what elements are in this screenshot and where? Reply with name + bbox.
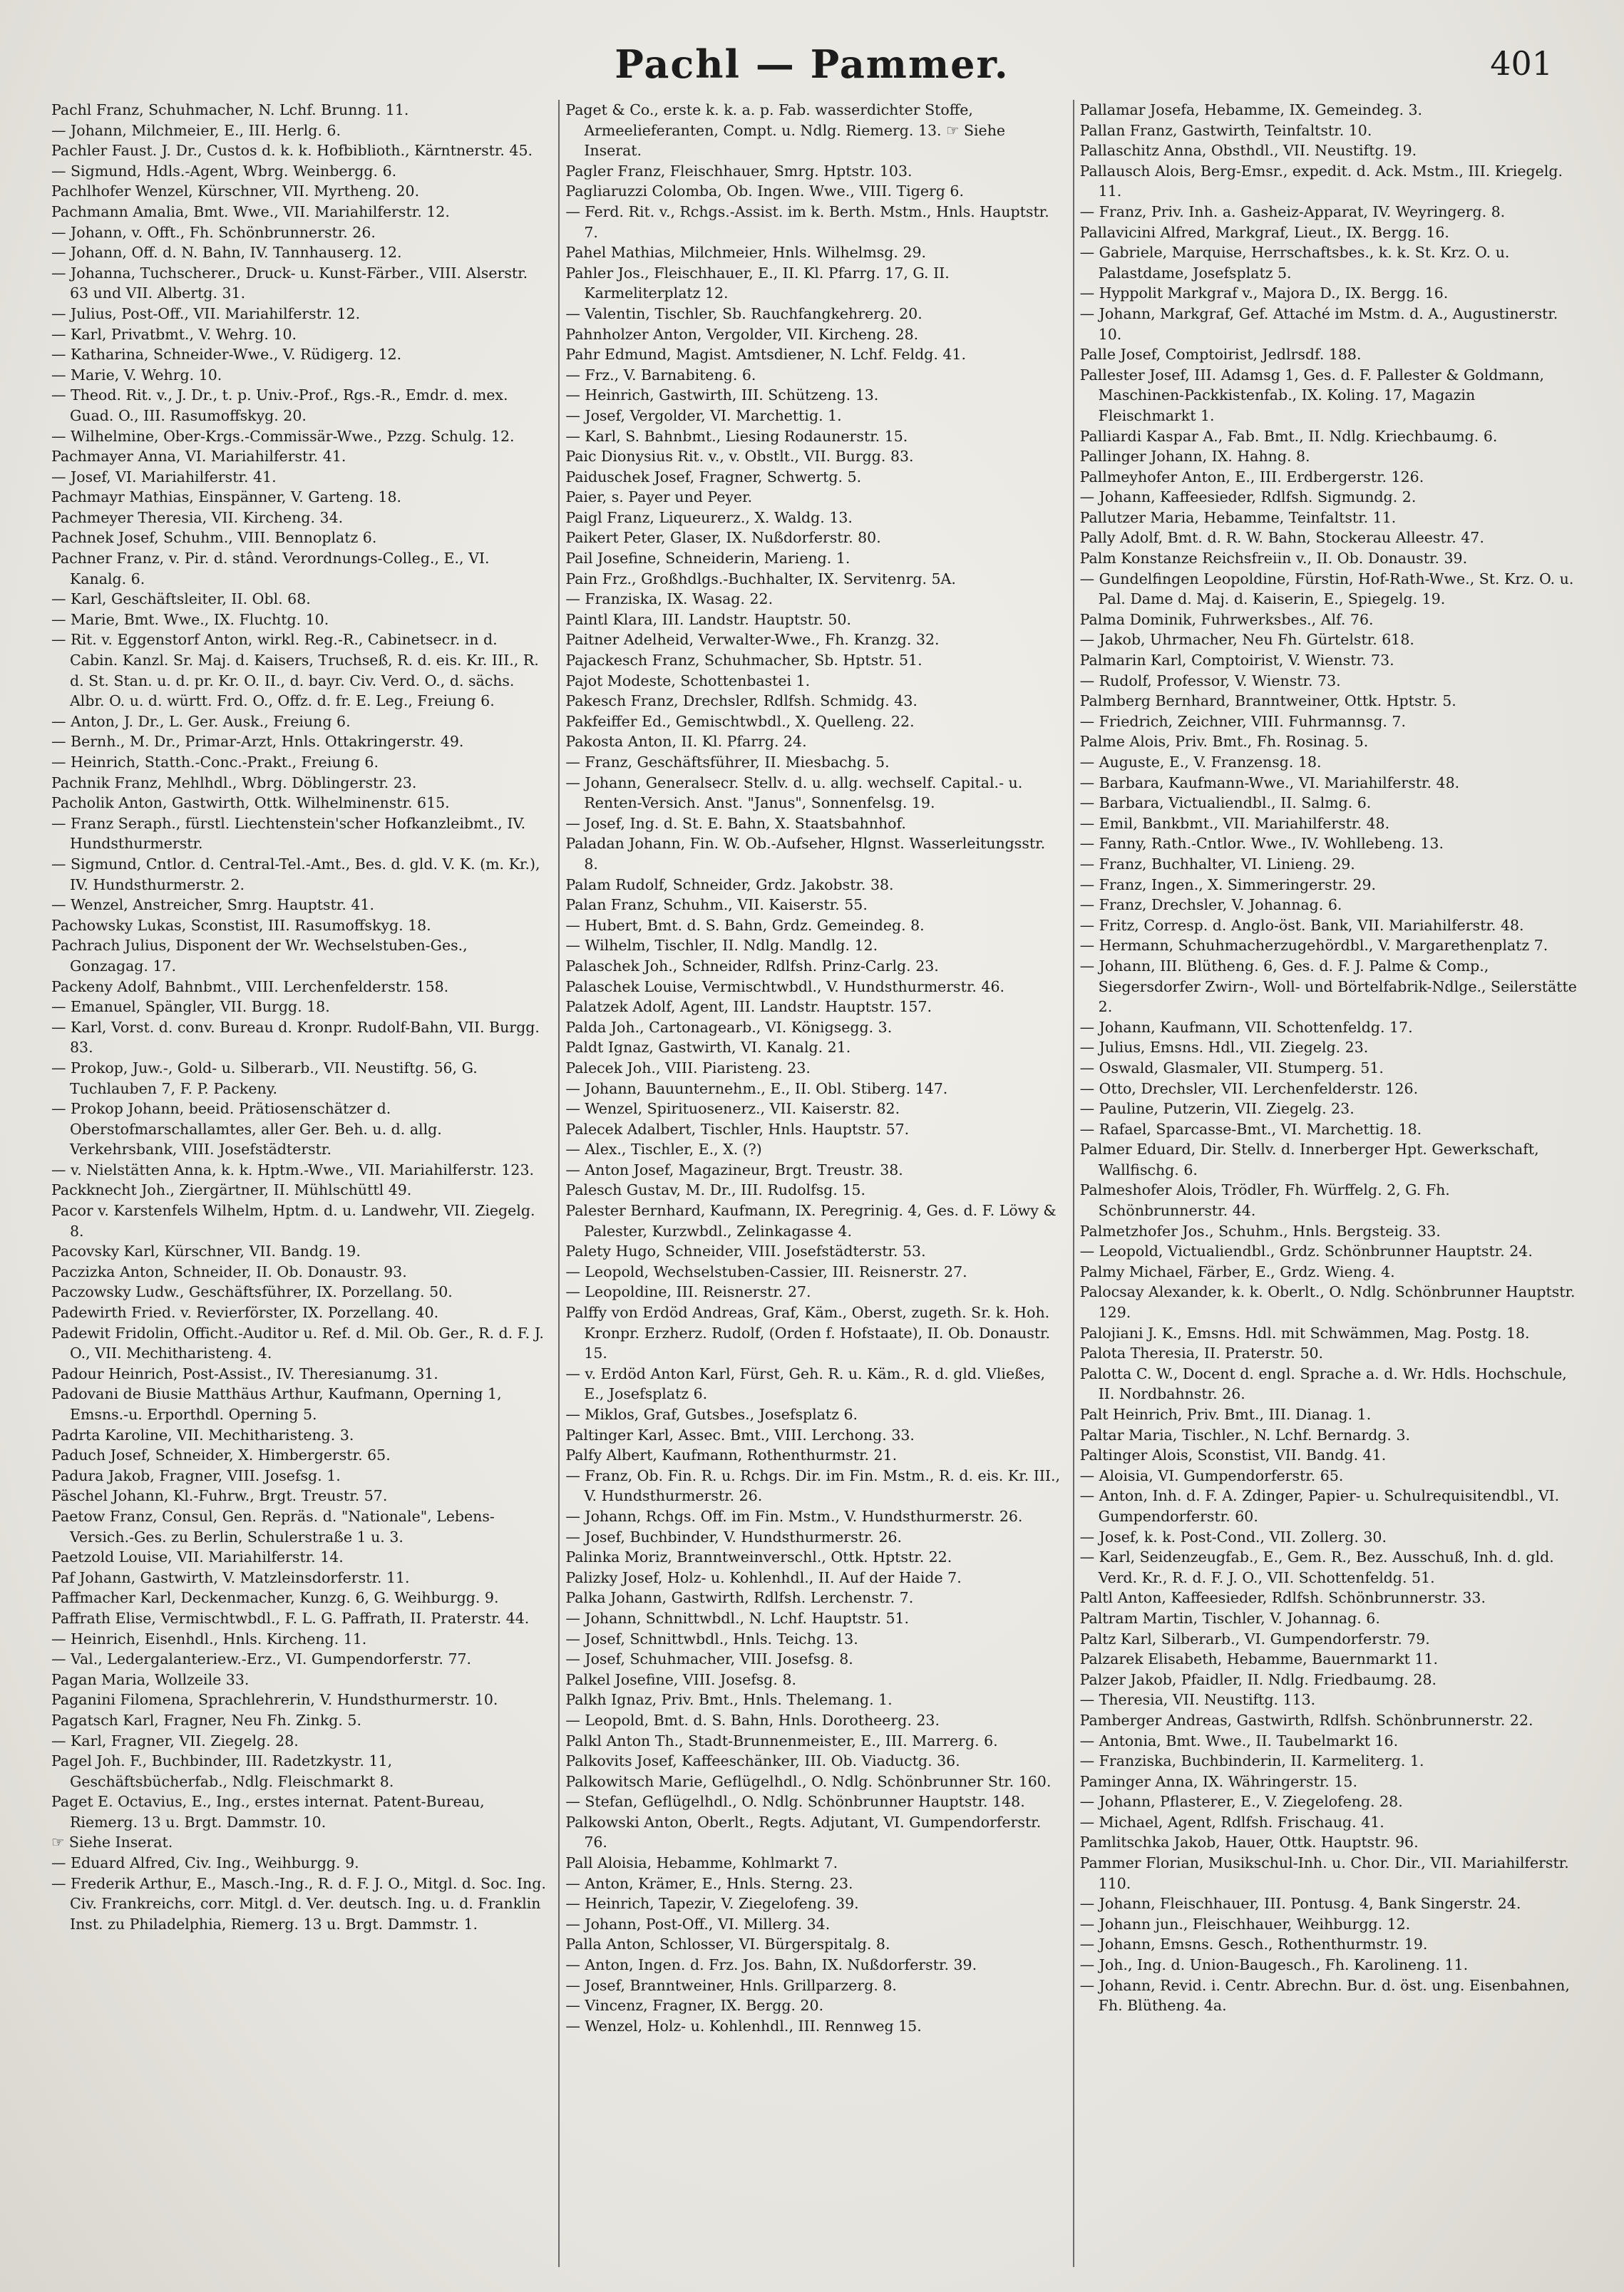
directory-entry: Paf Johann, Gastwirth, V. Matzleinsdorferstr. 11. — [51, 1568, 410, 1586]
directory-entry: — Johann, Off. d. N. Bahn, IV. Tannhauserg. 12. — [51, 244, 402, 262]
directory-entry: — Johann, Post-Off., VI. Millerg. 34. — [565, 1915, 831, 1933]
directory-entry: Palfy Albert, Kaufmann, Rothenthurmstr. 21. — [565, 1446, 898, 1464]
directory-entry: — Anton Josef, Magazineur, Brgt. Treustr. 38. — [565, 1161, 903, 1178]
directory-entry: Palkl Anton Th., Stadt-Brunnenmeister, E., III. Marrerg. 6. — [565, 1732, 998, 1749]
directory-entry: Palester Bernhard, Kaufmann, IX. Peregrinig. 4, Ges. d. F. Löwy & Palester, Kurzwbdl., Zelinkagasse 4. — [565, 1202, 1057, 1240]
directory-entry: Palkh Ignaz, Priv. Bmt., Hnls. Thelemang. 1. — [565, 1691, 893, 1709]
directory-entry: Palkowitsch Marie, Geflügelhdl., O. Ndlg. Schönbrunner Str. 160. — [565, 1772, 1052, 1790]
directory-entry: — Johann, Markgraf, Gef. Attaché im Mstm. d. A., Augustinerstr. 10. — [1079, 304, 1558, 343]
directory-entry: Palaschek Louise, Vermischtwbdl., V. Hundsthurmerstr. 46. — [565, 977, 1004, 995]
directory-entry: Paic Dionysius Rit. v., v. Obstlt., VII. Burgg. 83. — [565, 448, 914, 466]
directory-entry: — Julius, Post-Off., VII. Mariahilferstr. 12. — [51, 304, 361, 322]
directory-entry: Pammer Florian, Musikschul-Inh. u. Chor. Dir., VII. Mariahilferstr. 110. — [1079, 1854, 1569, 1892]
directory-entry: — Eduard Alfred, Civ. Ing., Weihburgg. 9. — [51, 1854, 359, 1872]
column-3 — [1073, 100, 1577, 2267]
column-2 — [558, 100, 1062, 2267]
directory-entry: — Emil, Bankbmt., VII. Mariahilferstr. 48. — [1079, 814, 1390, 832]
directory-entry: Palma Dominik, Fuhrwerksbes., Alf. 76. — [1079, 610, 1374, 628]
directory-entry: — Jakob, Uhrmacher, Neu Fh. Gürtelstr. 618. — [1079, 631, 1414, 649]
directory-entry: — Katharina, Schneider-Wwe., V. Rüdigerg. 12. — [51, 346, 402, 364]
page-header — [50, 41, 1574, 98]
directory-entry: Pachowsky Lukas, Sconstist, III. Rasumoffskyg. 18. — [51, 916, 431, 934]
directory-entry: Pachmeyer Theresia, VII. Kircheng. 34. — [51, 508, 344, 526]
directory-entry: Palle Josef, Comptoirist, Jedlrsdf. 188. — [1079, 346, 1362, 364]
directory-entry: Pachl Franz, Schuhmacher, N. Lchf. Brunng. 11. — [51, 101, 409, 118]
directory-entry: — Aloisia, VI. Gumpendorferstr. 65. — [1079, 1466, 1344, 1484]
directory-entry: — Johann, Fleischhauer, III. Pontusg. 4, Bank Singerstr. 24. — [1079, 1895, 1521, 1913]
directory-entry: — Wenzel, Holz- u. Kohlenhdl., III. Rennweg 15. — [565, 2017, 922, 2035]
directory-entry: Palota Theresia, II. Praterstr. 50. — [1079, 1345, 1324, 1362]
page-title: Pachl — Pammer. — [615, 41, 1009, 87]
directory-entry: Päschel Johann, Kl.-Fuhrw., Brgt. Treustr. 57. — [51, 1487, 388, 1505]
directory-entry: Palmy Michael, Färber, E., Grdz. Wieng. 4. — [1079, 1263, 1395, 1280]
directory-entry: Pakesch Franz, Drechsler, Rdlfsh. Schmidg. 43. — [565, 692, 918, 710]
directory-entry: — Rafael, Sparcasse-Bmt., VI. Marchettig. 18. — [1079, 1120, 1422, 1138]
directory-entry: — Wenzel, Anstreicher, Smrg. Hauptstr. 41. — [51, 896, 374, 914]
directory-entry: — Leopoldine, III. Reisnerstr. 27. — [565, 1283, 811, 1301]
directory-entry: — Johann, Emsns. Gesch., Rothenthurmstr. 19. — [1079, 1936, 1428, 1953]
directory-entry: — Johann, v. Offt., Fh. Schönbrunnerstr. 26. — [51, 223, 376, 241]
directory-entry: Pallamar Josefa, Hebamme, IX. Gemeindeg. 3. — [1079, 101, 1423, 118]
directory-entry: — Marie, Bmt. Wwe., IX. Fluchtg. 10. — [51, 610, 329, 628]
directory-entry: Palocsay Alexander, k. k. Oberlt., O. Ndlg. Schönbrunner Hauptstr. 129. — [1079, 1283, 1576, 1322]
directory-entry: — Heinrich, Statth.-Conc.-Prakt., Freiung 6. — [51, 754, 379, 771]
directory-entry: Pahler Jos., Fleischhauer, E., II. Kl. Pfarrg. 17, G. II. Karmeliterplatz 12. — [565, 264, 950, 302]
directory-entry: Palkel Josefine, VIII. Josefsg. 8. — [565, 1670, 797, 1688]
directory-entry: — Josef, k. k. Post-Cond., VII. Zollerg. 30. — [1079, 1528, 1387, 1546]
directory-entry: — Bernh., M. Dr., Primar-Arzt, Hnls. Ottakringerstr. 49. — [51, 733, 464, 751]
directory-entry: — Wilhelmine, Ober-Krgs.-Commissär-Wwe., Pzzg. Schulg. 12. — [51, 427, 515, 445]
directory-entry: — Wilhelm, Tischler, II. Ndlg. Mandlg. 12. — [565, 937, 878, 955]
directory-entry: Pakosta Anton, II. Kl. Pfarrg. 24. — [565, 733, 807, 751]
directory-entry: Paitner Adelheid, Verwalter-Wwe., Fh. Kranzg. 32. — [565, 631, 940, 649]
directory-entry: — Johann, Kaffeesieder, Rdlfsh. Sigmundg. 2. — [1079, 488, 1417, 506]
directory-entry: Paganini Filomena, Sprachlehrerin, V. Hundsthurmerstr. 10. — [51, 1691, 498, 1709]
directory-entry: Palesch Gustav, M. Dr., III. Rudolfsg. 15. — [565, 1181, 865, 1199]
directory-entry: — Rit. v. Eggenstorf Anton, wirkl. Reg.-R., Cabinetsecr. in d. Cabin. Kanzl. Sr. Maj. d. Kaisers, Truchseß, R. d. eis. Kr. III., R. d. St. Stan. u. d. pr. Kr. O. II., d. bayr. Civ. Verd. O., d. sächs. Albr. O. u. d. württ. Frd. O., Offz. d. fr. E. Leg., Freiung 6. — [51, 631, 539, 710]
directory-entry: — Hermann, Schuhmacherzugehördbl., V. Margarethenplatz 7. — [1079, 937, 1548, 955]
directory-entry: — Leopold, Victualiendbl., Grdz. Schönbrunner Hauptstr. 24. — [1079, 1243, 1533, 1260]
directory-entry: Padewirth Fried. v. Revierförster, IX. Porzellang. 40. — [51, 1304, 439, 1322]
directory-entry: — Johann, III. Blütheng. 6, Ges. d. F. J. Palme & Comp., Siegersdorfer Zwirn-, Woll- und Börtelfabrik-Ndlge., Seilerstätte 2. — [1079, 957, 1577, 1016]
directory-entry: — Franz Seraph., fürstl. Liechtenstein'scher Hofkanzleibmt., IV. Hundsthurmerstr. — [51, 814, 526, 853]
directory-entry: Pallinger Johann, IX. Hahng. 8. — [1079, 448, 1310, 466]
directory-entry: Pagatsch Karl, Fragner, Neu Fh. Zinkg. 5. — [51, 1711, 361, 1729]
directory-entry: Pachmann Amalia, Bmt. Wwe., VII. Mariahilferstr. 12. — [51, 202, 450, 220]
directory-entry: Palmeshofer Alois, Trödler, Fh. Würffelg. 2, G. Fh. Schönbrunnerstr. 44. — [1079, 1181, 1450, 1220]
directory-entry: — Johann, Pflasterer, E., V. Ziegelofeng. 28. — [1079, 1793, 1403, 1811]
directory-entry: Pacor v. Karstenfels Wilhelm, Hptm. d. u. Landwehr, VII. Ziegelg. 8. — [51, 1202, 535, 1240]
directory-entry: Pachner Franz, v. Pir. d. stând. Verordnungs-Colleg., E., VI. Kanalg. 6. — [51, 550, 490, 587]
directory-entry: ☞ Siehe Inserat. — [51, 1834, 173, 1851]
directory-entry: Palecek Joh., VIII. Piaristeng. 23. — [565, 1059, 811, 1076]
directory-entry: Palt Heinrich, Priv. Bmt., III. Dianag. 1. — [1079, 1406, 1372, 1423]
directory-entry: Pail Josefine, Schneiderin, Marieng. 1. — [565, 550, 850, 567]
directory-entry: — Josef, Ing. d. St. E. Bahn, X. Staatsbahnhof. — [565, 814, 906, 832]
directory-entry: Palety Hugo, Schneider, VIII. Josefstädterstr. 53. — [565, 1243, 926, 1260]
directory-entry: Palffy von Erdöd Andreas, Graf, Käm., Oberst, zugeth. Sr. k. Hoh. Kronpr. Erzherz. Rudolf, (Orden f. Hofstaate), II. Ob. Donaustr. 15. — [565, 1304, 1051, 1362]
directory-entry: Paminger Anna, IX. Währingerstr. 15. — [1079, 1772, 1357, 1790]
directory-entry: Paltram Martin, Tischler, V. Johannag. 6. — [1079, 1609, 1380, 1627]
directory-entry: — Franz, Drechsler, V. Johannag. 6. — [1079, 896, 1342, 914]
directory-entry: Pahr Edmund, Magist. Amtsdiener, N. Lchf. Feldg. 41. — [565, 346, 966, 364]
directory-entry: Palda Joh., Cartonagearb., VI. Königsegg. 3. — [565, 1018, 893, 1036]
directory-entry: — Barbara, Kaufmann-Wwe., VI. Mariahilferstr. 48. — [1079, 774, 1460, 791]
directory-entry: — Johann, Milchmeier, E., III. Herlg. 6. — [51, 121, 341, 139]
directory-entry: — Sigmund, Cntlor. d. Central-Tel.-Amt., Bes. d. gld. V. K. (m. Kr.), IV. Hundsthurmerstr. 2. — [51, 855, 540, 893]
directory-entry: — Heinrich, Gastwirth, III. Schützeng. 13. — [565, 386, 879, 404]
directory-entry: — Franz, Priv. Inh. a. Gasheiz-Apparat, IV. Weyringerg. 8. — [1079, 202, 1506, 220]
directory-entry: — Ferd. Rit. v., Rchgs.-Assist. im k. Berth. Mstm., Hnls. Hauptstr. 7. — [565, 202, 1049, 241]
directory-entry: — Alex., Tischler, E., X. (?) — [565, 1141, 762, 1158]
directory-entry: Padovani de Biusie Matthäus Arthur, Kaufmann, Operning 1, Emsns.-u. Erporthdl. Operning 5. — [51, 1385, 502, 1423]
directory-entry: — Fanny, Rath.-Cntlor. Wwe., IV. Wohllebeng. 13. — [1079, 835, 1444, 853]
directory-entry: — Frz., V. Barnabiteng. 6. — [565, 366, 756, 384]
directory-entry: — Gabriele, Marquise, Herrschaftsbes., k. k. St. Krz. O. u. Palastdame, Josefsplatz 5. — [1079, 244, 1510, 282]
directory-entry: — Josef, Branntweiner, Hnls. Grillparzerg. 8. — [565, 1976, 897, 1994]
directory-entry: — Oswald, Glasmaler, VII. Stumperg. 51. — [1079, 1059, 1384, 1076]
directory-entry: Pamberger Andreas, Gastwirth, Rdlfsh. Schönbrunnerstr. 22. — [1079, 1711, 1533, 1729]
directory-entry: Pachnek Josef, Schuhm., VIII. Bennoplatz 6. — [51, 529, 377, 547]
directory-entry: Padura Jakob, Fragner, VIII. Josefsg. 1. — [51, 1466, 341, 1484]
directory-entry: Paintl Klara, III. Landstr. Hauptstr. 50. — [565, 610, 852, 628]
directory-entry: Pain Frz., Großhdlgs.-Buchhalter, IX. Servitenrg. 5A. — [565, 570, 956, 587]
directory-entry: — Rudolf, Professor, V. Wienstr. 73. — [1079, 672, 1341, 689]
directory-entry: Paczowsky Ludw., Geschäftsführer, IX. Porzellang. 50. — [51, 1283, 453, 1301]
directory-entry: Palmarin Karl, Comptoirist, V. Wienstr. 73. — [1079, 652, 1394, 669]
directory-entry: Palaschek Joh., Schneider, Rdlfsh. Prinz-Carlg. 23. — [565, 957, 939, 975]
directory-entry: — Marie, V. Wehrg. 10. — [51, 366, 222, 384]
directory-entry: Palatzek Adolf, Agent, III. Landstr. Hauptstr. 157. — [565, 998, 932, 1016]
directory-entry: — Stefan, Geflügelhdl., O. Ndlg. Schönbrunner Hauptstr. 148. — [565, 1793, 1025, 1811]
directory-entry: Packeny Adolf, Bahnbmt., VIII. Lerchenfelderstr. 158. — [51, 977, 449, 995]
directory-entry: — Johann, Schnittwbdl., N. Lchf. Hauptstr. 51. — [565, 1609, 910, 1627]
directory-entry: — Josef, Buchbinder, V. Hundsthurmerstr. 26. — [565, 1528, 903, 1546]
directory-entry: — Friedrich, Zeichner, VIII. Fuhrmannsg. 7. — [1079, 712, 1406, 730]
directory-entry: Pall Aloisia, Hebamme, Kohlmarkt 7. — [565, 1854, 838, 1872]
directory-entry: Pally Adolf, Bmt. d. R. W. Bahn, Stockerau Alleestr. 47. — [1079, 529, 1484, 547]
directory-entry: — Heinrich, Eisenhdl., Hnls. Kircheng. 11. — [51, 1630, 367, 1648]
directory-entry: — v. Erdöd Anton Karl, Fürst, Geh. R. u. Käm., R. d. gld. Vließes, E., Josefsplatz 6. — [565, 1365, 1045, 1403]
directory-entry: Palmer Eduard, Dir. Stellv. d. Innerberger Hpt. Gewerkschaft, Wallfischg. 6. — [1079, 1141, 1539, 1178]
directory-entry: — Karl, Geschäftsleiter, II. Obl. 68. — [51, 590, 311, 608]
directory-entry: Pallmeyhofer Anton, E., III. Erdbergerstr. 126. — [1079, 468, 1424, 485]
directory-entry: — Franz, Buchhalter, VI. Linieng. 29. — [1079, 855, 1355, 873]
directory-entry: Palkowski Anton, Oberlt., Regts. Adjutant, VI. Gumpendorferstr. 76. — [565, 1813, 1042, 1851]
directory-entry: — Vincenz, Fragner, IX. Bergg. 20. — [565, 1997, 824, 2015]
directory-entry: — Johanna, Tuchscherer., Druck- u. Kunst-Färber., VIII. Alserstr. 63 und VII. Albertg. 31. — [51, 264, 528, 302]
directory-entry: Palmberg Bernhard, Branntweiner, Ottk. Hptstr. 5. — [1079, 692, 1456, 710]
directory-entry: Palka Johann, Gastwirth, Rdlfsh. Lerchenstr. 7. — [565, 1589, 914, 1607]
directory-entry: Paltl Anton, Kaffeesieder, Rdlfsh. Schönbrunnerstr. 33. — [1079, 1589, 1486, 1607]
directory-entry: — Miklos, Graf, Gutsbes., Josefsplatz 6. — [565, 1406, 858, 1423]
directory-entry: Paikert Peter, Glaser, IX. Nußdorferstr. 80. — [565, 529, 881, 547]
directory-entry: Pagler Franz, Fleischhauer, Smrg. Hptstr. 103. — [565, 162, 913, 180]
directory-entry: — Hyppolit Markgraf v., Majora D., IX. Bergg. 16. — [1079, 284, 1449, 302]
directory-entry: Padrta Karoline, VII. Mechitharisteng. 3. — [51, 1426, 354, 1444]
column-1 — [51, 100, 548, 2267]
directory-entry: — Johann, Bauunternehm., E., II. Obl. Stiberg. 147. — [565, 1079, 948, 1097]
directory-entry: — Josef, Schnittwbdl., Hnls. Teichg. 13. — [565, 1630, 858, 1648]
directory-entry: Paczizka Anton, Schneider, II. Ob. Donaustr. 93. — [51, 1263, 407, 1280]
directory-entry: Pallaschitz Anna, Obsthdl., VII. Neustiftg. 19. — [1079, 142, 1417, 160]
directory-entry: — Michael, Agent, Rdlfsh. Frischaug. 41. — [1079, 1813, 1384, 1831]
directory-entry: — Franziska, IX. Wasag. 22. — [565, 590, 774, 608]
directory-entry: — Anton, Ingen. d. Frz. Jos. Bahn, IX. Nußdorferstr. 39. — [565, 1956, 977, 1974]
directory-entry: — Josef, VI. Mariahilferstr. 41. — [51, 468, 277, 485]
directory-entry: Paladan Johann, Fin. W. Ob.-Aufseher, Hlgnst. Wasserleitungsstr. 8. — [565, 835, 1046, 873]
directory-entry: Pachler Faust. J. Dr., Custos d. k. k. Hofbiblioth., Kärntnerstr. 45. — [51, 142, 533, 160]
directory-entry: — Karl, Seidenzeugfab., E., Gem. R., Bez. Ausschuß, Inh. d. gld. Verd. Kr., R. d. F. J. O., VII. Schottenfeldg. 51. — [1079, 1548, 1554, 1586]
directory-entry: — Johann, Kaufmann, VII. Schottenfeldg. 17. — [1079, 1018, 1413, 1036]
directory-entry: Palmetzhofer Jos., Schuhm., Hnls. Bergsteig. 33. — [1079, 1222, 1441, 1240]
directory-entry: Pallavicini Alfred, Markgraf, Lieut., IX. Bergg. 16. — [1079, 223, 1449, 241]
directory-entry: — Leopold, Bmt. d. S. Bahn, Hnls. Dorotheerg. 23. — [565, 1711, 940, 1729]
directory-entry: — Sigmund, Hdls.-Agent, Wbrg. Weinbergg. 6. — [51, 162, 397, 180]
directory-entry: — Johann jun., Fleischhauer, Weihburgg. 12. — [1079, 1915, 1411, 1933]
directory-entry: — Otto, Drechsler, VII. Lerchenfelderstr. 126. — [1079, 1079, 1419, 1097]
directory-entry: — Josef, Schuhmacher, VIII. Josefsg. 8. — [565, 1650, 853, 1668]
directory-entry: — Johann, Rchgs. Off. im Fin. Mstm., V. Hundsthurmerstr. 26. — [565, 1507, 1023, 1525]
directory-entry: Palkovits Josef, Kaffeeschänker, III. Ob. Viaductg. 36. — [565, 1752, 960, 1770]
directory-entry: Palzer Jakob, Pfaidler, II. Ndlg. Friedbaumg. 28. — [1079, 1670, 1437, 1688]
directory-entry: — Valentin, Tischler, Sb. Rauchfangkehrerg. 20. — [565, 304, 923, 322]
directory-entry: Pajackesch Franz, Schuhmacher, Sb. Hptstr. 51. — [565, 652, 923, 669]
directory-entry: Paffmacher Karl, Deckenmacher, Kunzg. 6, G. Weihburgg. 9. — [51, 1589, 499, 1607]
directory-entry: Palojiani J. K., Emsns. Hdl. mit Schwämmen, Mag. Postg. 18. — [1079, 1324, 1530, 1342]
directory-entry: Pajot Modeste, Schottenbastei 1. — [565, 672, 811, 689]
directory-entry: — Leopold, Wechselstuben-Cassier, III. Reisnerstr. 27. — [565, 1263, 967, 1280]
directory-entry: — Karl, S. Bahnbmt., Liesing Rodaunerstr. 15. — [565, 427, 908, 445]
directory-entry: — Theresia, VII. Neustiftg. 113. — [1079, 1691, 1316, 1709]
directory-entry: Palam Rudolf, Schneider, Grdz. Jakobstr. 38. — [565, 875, 894, 893]
directory-entry: — Franz, Geschäftsführer, II. Miesbachg. 5. — [565, 754, 890, 771]
directory-entry: Pachmayer Anna, VI. Mariahilferstr. 41. — [51, 448, 346, 466]
directory-entry: Pahel Mathias, Milchmeier, Hnls. Wilhelmsg. 29. — [565, 244, 927, 262]
directory-entry: Pallester Josef, III. Adamsg 1, Ges. d. F. Pallester & Goldmann, Maschinen-Packkistenfab., IX. Koling. 17, Magazin Fleischmarkt 1. — [1079, 366, 1545, 424]
directory-entry: — Fritz, Corresp. d. Anglo-öst. Bank, VII. Mariahilferstr. 48. — [1079, 916, 1524, 934]
directory-entry: Paetow Franz, Consul, Gen. Repräs. d. "Nationale", Lebens-Versich.-Ges. zu Berlin, Schulerstraße 1 u. 3. — [51, 1507, 495, 1546]
directory-entry: Palme Alois, Priv. Bmt., Fh. Rosinag. 5. — [1079, 733, 1369, 751]
directory-entry: Pachmayr Mathias, Einspänner, V. Garteng. 18. — [51, 488, 402, 506]
directory-entry: Pagel Joh. F., Buchbinder, III. Radetzkystr. 11, Geschäftsbücherfab., Ndlg. Fleischmarkt 8. — [51, 1752, 394, 1790]
directory-entry: — Prokop, Juw.-, Gold- u. Silberarb., VII. Neustiftg. 56, G. Tuchlauben 7, F. P. Packeny. — [51, 1059, 478, 1097]
directory-entry: Palan Franz, Schuhm., VII. Kaiserstr. 55. — [565, 896, 868, 914]
directory-entry: — Auguste, E., V. Franzensg. 18. — [1079, 754, 1322, 771]
directory-entry: — Wenzel, Spirituosenerz., VII. Kaiserstr. 82. — [565, 1100, 900, 1118]
directory-entry: — Franz, Ingen., X. Simmeringerstr. 29. — [1079, 875, 1377, 893]
directory-entry: Pallausch Alois, Berg-Emsr., expedit. d. Ack. Mstm., III. Kriegelg. 11. — [1079, 162, 1563, 200]
directory-entry: Paffrath Elise, Vermischtwbdl., F. L. G. Paffrath, II. Praterstr. 44. — [51, 1609, 530, 1627]
directory-entry: Palinka Moriz, Branntweinverschl., Ottk. Hptstr. 22. — [565, 1548, 952, 1566]
directory-entry: — Karl, Privatbmt., V. Wehrg. 10. — [51, 325, 297, 343]
directory-entry: — Franziska, Buchbinderin, II. Karmeliterg. 1. — [1079, 1752, 1424, 1770]
directory-entry: Palla Anton, Schlosser, VI. Bürgerspitalg. 8. — [565, 1936, 890, 1953]
directory-entry: Paltinger Alois, Sconstist, VII. Bandg. 41. — [1079, 1446, 1387, 1464]
directory-entry: — Anton, Krämer, E., Hnls. Sterng. 23. — [565, 1874, 853, 1892]
directory-entry: — v. Nielstätten Anna, k. k. Hptm.-Wwe., VII. Mariahilferstr. 123. — [51, 1161, 535, 1178]
directory-entry: Paget E. Octavius, E., Ing., erstes internat. Patent-Bureau, Riemerg. 13 u. Brgt. Dammstr. 10. — [51, 1793, 485, 1831]
directory-entry: Pahnholzer Anton, Vergolder, VII. Kircheng. 28. — [565, 325, 919, 343]
directory-entry: Pachrach Julius, Disponent der Wr. Wechselstuben-Ges., Gonzagag. 17. — [51, 937, 468, 975]
directory-entry: — Josef, Vergolder, VI. Marchettig. 1. — [565, 406, 842, 424]
directory-entry: — Karl, Fragner, VII. Ziegelg. 28. — [51, 1732, 299, 1749]
directory-entry: — Pauline, Putzerin, VII. Ziegelg. 23. — [1079, 1100, 1355, 1118]
directory-entry: Pagliaruzzi Colomba, Ob. Ingen. Wwe., VIII. Tigerg 6. — [565, 183, 964, 200]
directory-entry: Pachlhofer Wenzel, Kürschner, VII. Myrtheng. 20. — [51, 183, 420, 200]
directory-entry: Paetzold Louise, VII. Mariahilferstr. 14. — [51, 1548, 344, 1566]
directory-entry: Packknecht Joh., Ziergärtner, II. Mühlschüttl 49. — [51, 1181, 412, 1199]
directory-entry: Paiduschek Josef, Fragner, Schwertg. 5. — [565, 468, 862, 485]
directory-entry: Palzarek Elisabeth, Hebamme, Bauernmarkt 11. — [1079, 1650, 1439, 1668]
directory-entry: — Franz, Ob. Fin. R. u. Rchgs. Dir. im Fin. Mstm., R. d. eis. Kr. III., V. Hundsthurmerstr. 26. — [565, 1466, 1061, 1505]
directory-entry: — Gundelfingen Leopoldine, Fürstin, Hof-Rath-Wwe., St. Krz. O. u. Pal. Dame d. Maj. d. Kaiserin, E., Spiegelg. 19. — [1079, 570, 1574, 608]
directory-entry: Pacholik Anton, Gastwirth, Ottk. Wilhelminenstr. 615. — [51, 794, 450, 812]
directory-entry: Pacovsky Karl, Kürschner, VII. Bandg. 19. — [51, 1243, 361, 1260]
directory-entry: Palm Konstanze Reichsfreiin v., II. Ob. Donaustr. 39. — [1079, 550, 1468, 567]
directory-entry: Paduch Josef, Schneider, X. Himbergerstr. 65. — [51, 1446, 391, 1464]
directory-entry: — Joh., Ing. d. Union-Baugesch., Fh. Karolineng. 11. — [1079, 1956, 1469, 1974]
directory-entry: — Julius, Emsns. Hdl., VII. Ziegelg. 23. — [1079, 1039, 1369, 1057]
directory-entry: — Barbara, Victualiendbl., II. Salmg. 6. — [1079, 794, 1372, 812]
directory-entry: Paget & Co., erste k. k. a. p. Fab. wasserdichter Stoffe, Armeelieferanten, Compt. u. Ndlg. Riemerg. 13. ☞ Siehe Inserat. — [565, 101, 1006, 160]
directory-entry: Padour Heinrich, Post-Assist., IV. Theresianumg. 31. — [51, 1365, 438, 1382]
directory-entry: — Johann, Revid. i. Centr. Abrechn. Bur. d. öst. ung. Eisenbahnen, Fh. Blütheng. 4a. — [1079, 1976, 1570, 2015]
directory-entry: Pallutzer Maria, Hebamme, Teinfaltstr. 11. — [1079, 508, 1397, 526]
directory-columns — [51, 100, 1577, 2267]
directory-entry: Pamlitschka Jakob, Hauer, Ottk. Hauptstr. 96. — [1079, 1834, 1419, 1851]
directory-entry: — Anton, Inh. d. F. A. Zdinger, Papier- u. Schulrequisitendbl., VI. Gumpendorferstr. 60. — [1079, 1487, 1560, 1525]
directory-entry: — Frederik Arthur, E., Masch.-Ing., R. d. F. J. O., Mitgl. d. Soc. Ing. Civ. Frankreichs, corr. Mitgl. d. Ver. deutsch. Ing. u. d. Franklin Inst. zu Philadelphia, Riemerg. 13 u. Brgt. Dammstr. 1. — [51, 1874, 546, 1933]
directory-entry: — Hubert, Bmt. d. S. Bahn, Grdz. Gemeindeg. 8. — [565, 916, 925, 934]
directory-entry: Paltinger Karl, Assec. Bmt., VIII. Lerchong. 33. — [565, 1426, 915, 1444]
directory-entry: — Heinrich, Tapezir, V. Ziegelofeng. 39. — [565, 1895, 859, 1913]
directory-entry: — Val., Ledergalanteriew.-Erz., VI. Gumpendorferstr. 77. — [51, 1650, 472, 1668]
page-number: 401 — [1490, 44, 1553, 83]
directory-entry: — Johann, Generalsecr. Stellv. d. u. allg. wechself. Capital.- u. Renten-Versich. Anst. "Janus", Sonnenfelsg. 19. — [565, 774, 1023, 812]
directory-entry: Palizky Josef, Holz- u. Kohlenhdl., II. Auf der Haide 7. — [565, 1568, 962, 1586]
directory-entry: Pachnik Franz, Mehlhdl., Wbrg. Döblingerstr. 23. — [51, 774, 417, 791]
directory-entry: — Anton, J. Dr., L. Ger. Ausk., Freiung 6. — [51, 712, 351, 730]
directory-entry: Paier, s. Payer und Peyer. — [565, 488, 753, 506]
directory-entry: — Prokop Johann, beeid. Prätiosenschätzer d. Oberstofmarschallamtes, aller Ger. Beh. u. d. allg. Verkehrsbank, VIII. Josefstädterstr. — [51, 1100, 442, 1158]
directory-entry: Palecek Adalbert, Tischler, Hnls. Hauptstr. 57. — [565, 1120, 910, 1138]
directory-entry: — Antonia, Bmt. Wwe., II. Taubelmarkt 16. — [1079, 1732, 1399, 1749]
directory-entry: — Theod. Rit. v., J. Dr., t. p. Univ.-Prof., Rgs.-R., Emdr. d. mex. Guad. O., III. Rasumoffskyg. 20. — [51, 386, 508, 424]
directory-entry: Pallan Franz, Gastwirth, Teinfaltstr. 10. — [1079, 121, 1372, 139]
directory-entry: Pagan Maria, Wollzeile 33. — [51, 1670, 250, 1688]
directory-entry: Paldt Ignaz, Gastwirth, VI. Kanalg. 21. — [565, 1039, 851, 1057]
directory-entry: Palotta C. W., Docent d. engl. Sprache a. d. Wr. Hdls. Hochschule, II. Nordbahnstr. 26. — [1079, 1365, 1567, 1403]
directory-entry: Paltar Maria, Tischler., N. Lchf. Bernardg. 3. — [1079, 1426, 1411, 1444]
directory-entry: Palliardi Kaspar A., Fab. Bmt., II. Ndlg. Kriechbaumg. 6. — [1079, 427, 1498, 445]
directory-entry: — Emanuel, Spängler, VII. Burgg. 18. — [51, 998, 330, 1016]
directory-entry: Pakfeiffer Ed., Gemischtwbdl., X. Quelleng. 22. — [565, 712, 915, 730]
directory-entry: Padewit Fridolin, Officht.-Auditor u. Ref. d. Mil. Ob. Ger., R. d. F. J. O., VII. Mechitharisteng. 4. — [51, 1324, 544, 1362]
directory-entry: — Karl, Vorst. d. conv. Bureau d. Kronpr. Rudolf-Bahn, VII. Burgg. 83. — [51, 1018, 540, 1057]
directory-entry: Paigl Franz, Liqueurerz., X. Waldg. 13. — [565, 508, 853, 526]
directory-entry: Paltz Karl, Silberarb., VI. Gumpendorferstr. 79. — [1079, 1630, 1430, 1648]
